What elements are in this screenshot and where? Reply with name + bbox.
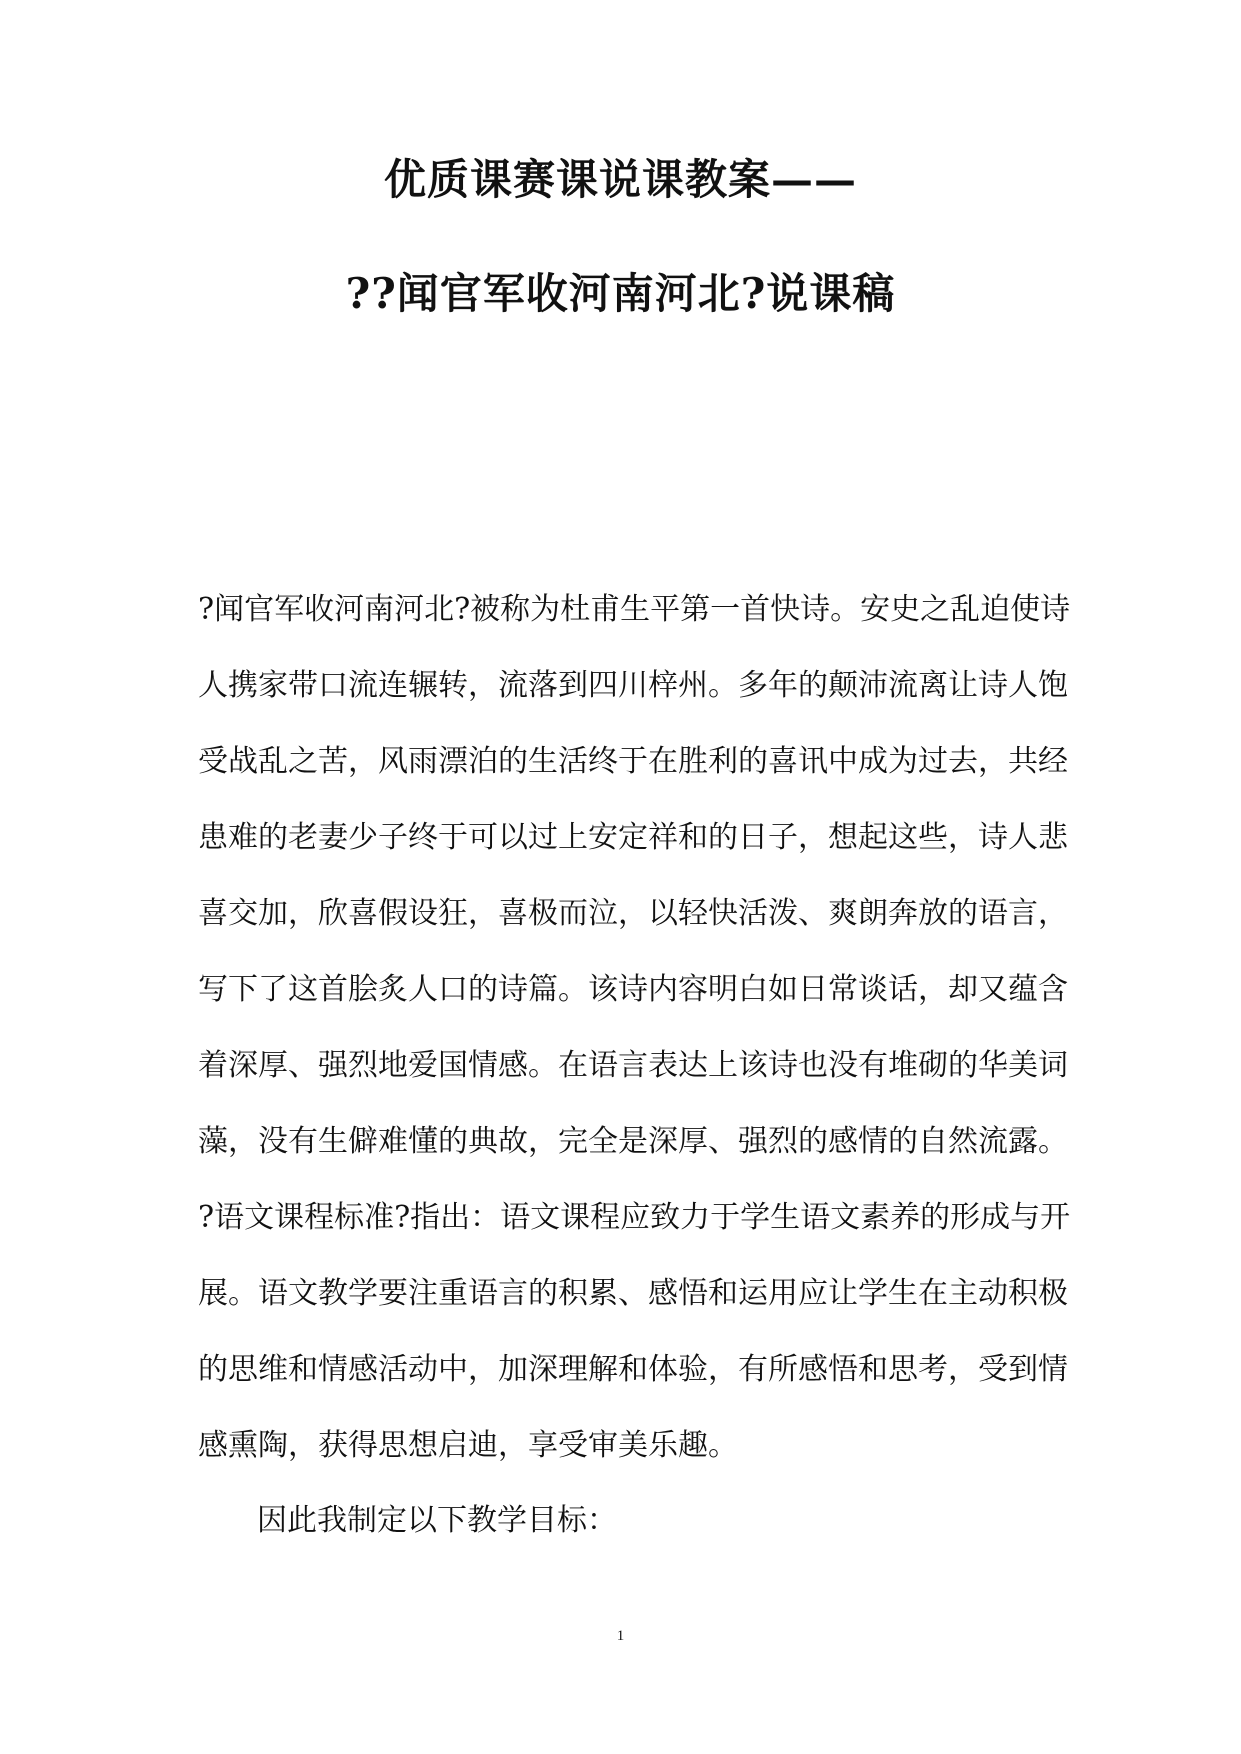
body-line: ?闻官军收河南河北?被称为杜甫生平第一首快诗。安史之乱迫使诗 [198, 592, 1071, 627]
body-line: 患难的老妻少子终于可以过上安定祥和的日子，想起这些，诗人悲 [198, 820, 1068, 855]
body-line: 受战乱之苦，风雨漂泊的生活终于在胜利的喜讯中成为过去，共经 [198, 744, 1068, 779]
body-paragraph [198, 592, 1071, 1504]
body-line: ?语文课程标准?指出：语文课程应致力于学生语文素养的形成与开 [198, 1200, 1071, 1235]
closing-line: 因此我制定以下教学目标： [257, 1503, 617, 1538]
document-title-line-2: ??闻官军收河南河北?说课稿 [345, 269, 896, 318]
body-line: 人携家带口流连辗转，流落到四川梓州。多年的颠沛流离让诗人饱 [198, 668, 1068, 703]
body-line: 藻，没有生僻难懂的典故，完全是深厚、强烈的感情的自然流露。 [198, 1124, 1068, 1159]
body-line: 着深厚、强烈地爱国情感。在语言表达上该诗也没有堆砌的华美词 [198, 1048, 1068, 1083]
body-line: 展。语文教学要注重语言的积累、感悟和运用应让学生在主动积极 [198, 1276, 1068, 1311]
body-line: 写下了这首脍炙人口的诗篇。该诗内容明白如日常谈话，却又蕴含 [198, 972, 1068, 1007]
body-line: 感熏陶，获得思想启迪，享受审美乐趣。 [198, 1428, 738, 1463]
page-number: 1 [616, 1628, 625, 1644]
body-line: 喜交加，欣喜假设狂，喜极而泣，以轻快活泼、爽朗奔放的语言， [198, 896, 1068, 931]
document-title-line-1: 优质课赛课说课教案—— [383, 155, 857, 204]
body-line: 的思维和情感活动中，加深理解和体验，有所感悟和思考，受到情 [198, 1352, 1068, 1387]
